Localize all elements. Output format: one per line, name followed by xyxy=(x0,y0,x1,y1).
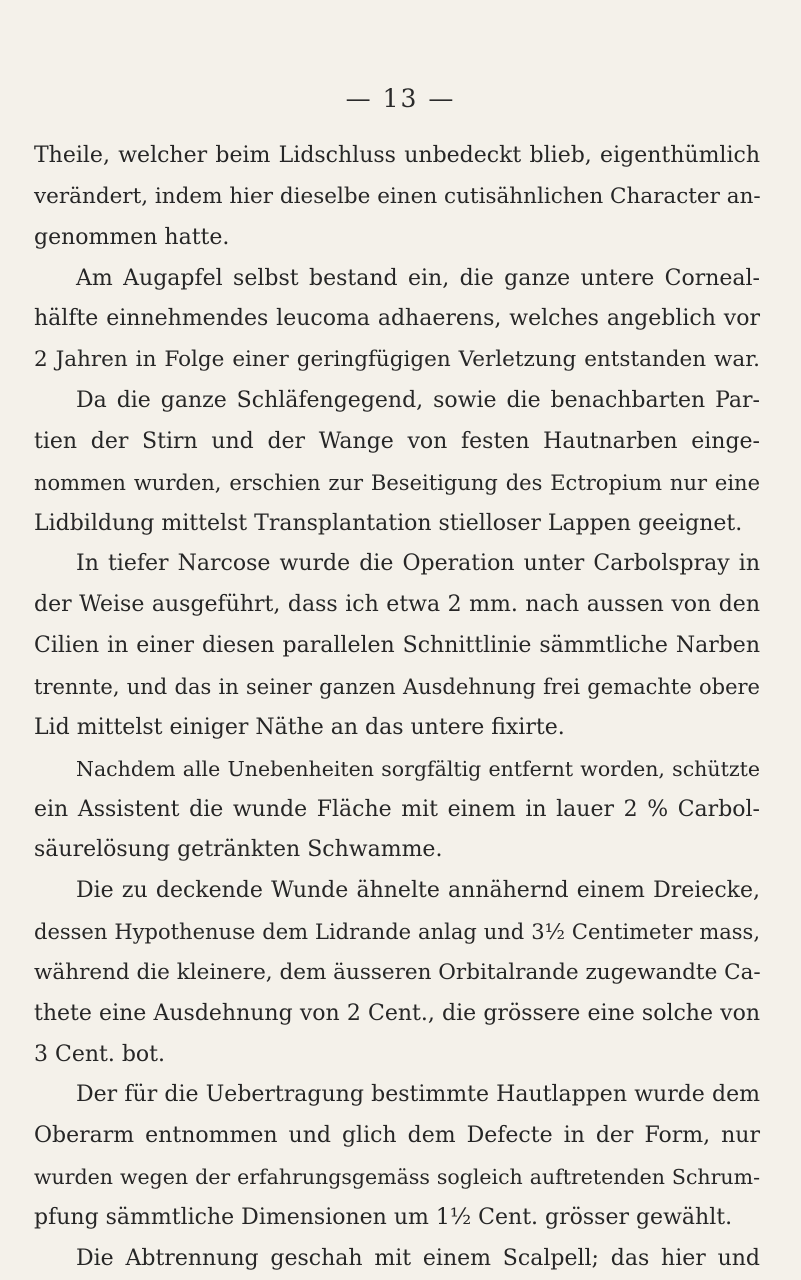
text-line: trennte, und das in seiner ganzen Ausdehnung frei gemachte obere xyxy=(34,674,760,699)
text-line: genommen hatte. xyxy=(34,224,230,250)
text-line: Nachdem alle Unebenheiten sorgfältig entfernt worden, schützte xyxy=(76,756,760,781)
text-line: Die zu deckende Wunde ähnelte annähernd einem Dreiecke, xyxy=(76,878,760,904)
text-line: pfung sämmtliche Dimensionen um 1½ Cent. grösser gewählt. xyxy=(34,1204,733,1230)
text-line: Am Augapfel selbst bestand ein, die ganze untere Corneal- xyxy=(76,265,760,291)
text-line: hälfte einnehmendes leucoma adhaerens, welches angeblich vor xyxy=(34,306,760,332)
text-line: nommen wurden, erschien zur Beseitigung des Ectropium nur eine xyxy=(34,470,760,495)
text-line: thete eine Ausdehnung von 2 Cent., die grössere eine solche von xyxy=(34,1000,760,1026)
text-line: Lid mittelst einiger Näthe an das untere fixirte. xyxy=(34,714,565,740)
text-line: Der für die Uebertragung bestimmte Hautlappen wurde dem xyxy=(76,1082,760,1108)
text-line: Theile, welcher beim Lidschluss unbedeckt blieb, eigenthümlich xyxy=(34,143,760,168)
text-line: säurelösung getränkten Schwamme. xyxy=(34,837,443,863)
text-line: dessen Hypothenuse dem Lidrande anlag und 3½ Centimeter mass, xyxy=(34,920,760,945)
text-line: Da die ganze Schläfengegend, sowie die benachbarten Par- xyxy=(76,388,760,414)
text-line: wurden wegen der erfahrungsgemäss sogleich auftretenden Schrum- xyxy=(34,1165,760,1190)
body-text xyxy=(34,136,760,1280)
text-line: tien der Stirn und der Wange von festen Hautnarben einge- xyxy=(34,428,760,454)
text-line: der Weise ausgeführt, dass ich etwa 2 mm. nach aussen von den xyxy=(34,592,760,618)
text-line: ein Assistent die wunde Fläche mit einem in lauer 2 % Carbol- xyxy=(34,796,760,822)
text-line: Die Abtrennung geschah mit einem Scalpell; das hier und xyxy=(76,1245,760,1271)
text-line: Lidbildung mittelst Transplantation stielloser Lappen geeignet. xyxy=(34,510,743,536)
text-line: 2 Jahren in Folge einer geringfügigen Verletzung entstanden war. xyxy=(34,347,760,373)
text-line: während die kleinere, dem äusseren Orbitalrande zugewandte Ca- xyxy=(34,959,761,985)
text-line: In tiefer Narcose wurde die Operation unter Carbolspray in xyxy=(76,551,760,577)
text-line: 3 Cent. bot. xyxy=(34,1041,166,1067)
page-number: — 13 — xyxy=(345,84,456,113)
text-line: Oberarm entnommen und glich dem Defecte in der Form, nur xyxy=(34,1123,760,1149)
text-line: verändert, indem hier dieselbe einen cutisähnlichen Character an- xyxy=(34,183,761,209)
text-line: Cilien in einer diesen parallelen Schnittlinie sämmtliche Narben xyxy=(34,633,760,659)
